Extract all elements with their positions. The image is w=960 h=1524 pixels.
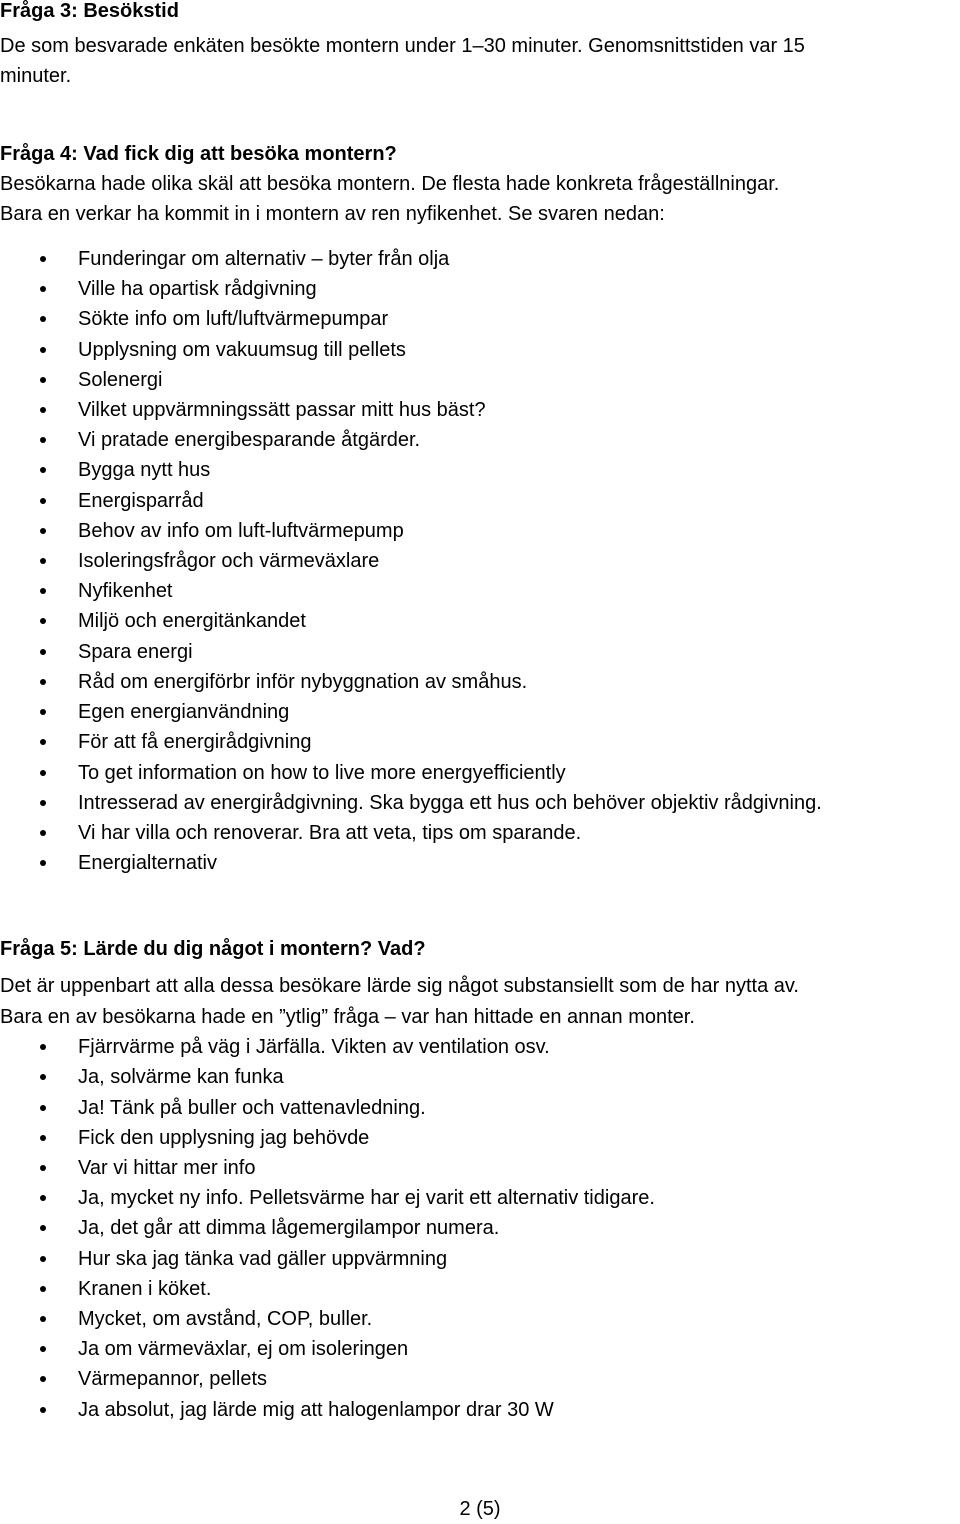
bullet-icon xyxy=(40,1225,46,1231)
bullet-icon xyxy=(40,558,46,564)
bullet-icon xyxy=(40,407,46,413)
bullet-icon xyxy=(40,1407,46,1413)
bullet-icon xyxy=(40,800,46,806)
bullet-icon xyxy=(40,377,46,383)
bullet-icon xyxy=(40,498,46,504)
bullet-icon xyxy=(40,316,46,322)
q3-paragraph-line-1: De som besvarade enkäten besökte montern under 1–30 minuter. Genomsnittstiden var 15 xyxy=(0,35,805,57)
bullet-icon xyxy=(40,1346,46,1352)
q5-paragraph-line-2: Bara en av besökarna hade en ”ytlig” fråga – var han hittade en annan monter. xyxy=(0,1006,695,1028)
bullet-icon xyxy=(40,860,46,866)
bullet-icon xyxy=(40,256,46,262)
bullet-icon xyxy=(40,1316,46,1322)
bullet-icon xyxy=(40,588,46,594)
bullet-icon xyxy=(40,1105,46,1111)
q5-heading: Fråga 5: Lärde du dig något i montern? Vad? xyxy=(0,938,426,960)
document-page: Fråga 3: Besökstid De som besvarade enkäten besökte montern under 1–30 minuter. Genomsnittstiden var 15 minuter. Fråga 4: Vad fick dig att besöka montern? Besökarna hade olika skäl att besöka montern. De flesta hade konkreta frågeställningar. Bara en verkar ha kommit in i montern av ren nyfikenhet. Se svaren nedan: Funderingar om alternativ – byter från olja Ville ha opartisk rådgivning Sökte info om luft/luftvärmepumpar Upplysning om vakuumsug till pellets Solenergi Vilket uppvärmningssätt passar mitt hus bäst? Vi pratade energibesparande åtgärder. Bygga nytt hus Energisparråd Behov av info om luft-luftvärmepump Isoleringsfrågor och värmeväxlare Nyfikenhet Miljö och energitänkandet Spara energi Råd om energiförbr inför nybyggnation av småhus. Egen energianvändning För att få energirådgivning To get information on how to live more energyefficiently Intresserad av energirådgivning. Ska bygga ett hus och behöver objektiv rådgivning. Vi har villa och renoverar. Bra att veta, tips om sparande. Energialternativ Fråga 5: Lärde du dig något i montern? Vad? Det är uppenbart att alla dessa besökare lärde sig något substansiellt som de har nytta av. Bara en av besökarna hade en ”ytlig” fråga – var han hittade en annan monter. Fjärrvärme på väg i Järfälla. Vikten av ventilation osv. Ja, solvärme kan funka Ja! Tänk på buller och vattenavledning. Fick den upplysning jag behövde Var vi hittar mer info Ja, mycket ny info. Pelletsvärme har ej varit ett alternativ tidigare. Ja, det går att dimma lågemergilampor numera. Hur ska jag tänka vad gäller uppvärmning Kranen i köket. Mycket, om avstånd, COP, buller. Ja om värmeväxlar, ej om isoleringen Värmepannor, pellets Ja absolut, jag lärde mig att halogenlampor drar 30 W 2 (5) xyxy=(0,0,960,1523)
bullet-icon xyxy=(40,1286,46,1292)
q3-heading: Fråga 3: Besökstid xyxy=(0,0,179,22)
bullet-icon xyxy=(40,1074,46,1080)
bullet-icon xyxy=(40,286,46,292)
bullet-icon xyxy=(40,1376,46,1382)
bullet-icon xyxy=(40,1135,46,1141)
q3-paragraph-line-2: minuter. xyxy=(0,65,72,87)
bullet-icon xyxy=(40,618,46,624)
bullet-icon xyxy=(40,347,46,353)
bullet-icon xyxy=(40,649,46,655)
q4-paragraph-line-1: Besökarna hade olika skäl att besöka montern. De flesta hade konkreta frågeställningar. xyxy=(0,173,780,195)
bullet-icon xyxy=(40,1165,46,1171)
bullet-icon xyxy=(40,679,46,685)
bullet-icon xyxy=(40,1256,46,1262)
page-number: 2 (5) xyxy=(459,1498,501,1520)
bullet-icon xyxy=(40,1044,46,1050)
bullet-icon xyxy=(40,437,46,443)
bullet-icon xyxy=(40,467,46,473)
bullet-icon xyxy=(40,739,46,745)
bullet-icon xyxy=(40,1195,46,1201)
q4-paragraph-line-2: Bara en verkar ha kommit in i montern av ren nyfikenhet. Se svaren nedan: xyxy=(0,203,665,225)
q4-heading: Fråga 4: Vad fick dig att besöka montern? xyxy=(0,143,397,165)
bullet-icon xyxy=(40,770,46,776)
bullet-icon xyxy=(40,528,46,534)
bullet-icon xyxy=(40,709,46,715)
bullet-icon xyxy=(40,830,46,836)
q5-paragraph-line-1: Det är uppenbart att alla dessa besökare lärde sig något substansiellt som de har nytta av. xyxy=(0,975,799,997)
